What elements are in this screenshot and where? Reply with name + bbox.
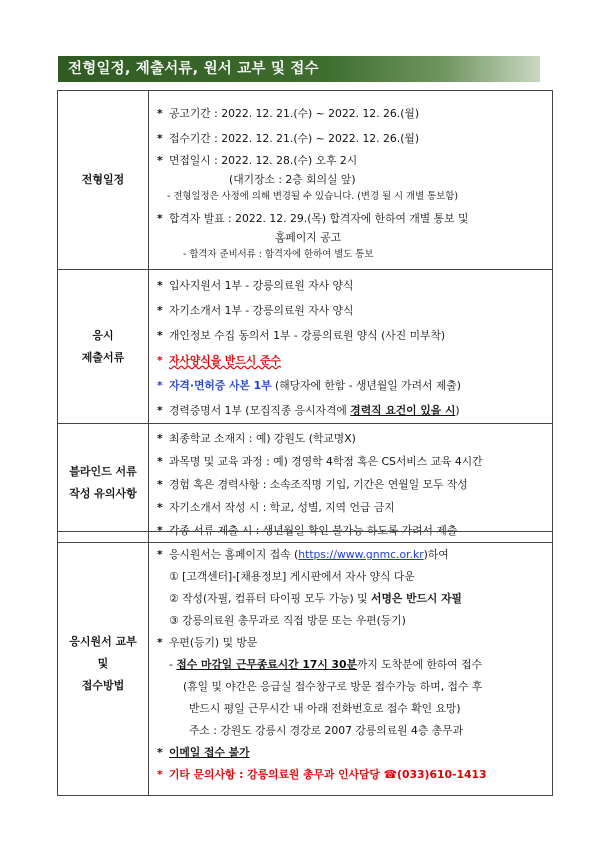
result-note: - 합격자 준비서류 : 합격자에 한하여 별도 통보 xyxy=(183,248,374,260)
blind-label: 블라인드 서류 작성 유의사항 xyxy=(58,424,149,543)
apply-homepage: * 응시원서는 홈페이지 접속 (https://www.gnmc.or.kr)하여 xyxy=(157,548,449,561)
blind-school: * 최종학교 소재지 : 예) 강원도 (학교명X) xyxy=(157,432,356,445)
schedule-content xyxy=(149,91,553,270)
apply-mail-visit: * 우편(등기) 및 방문 xyxy=(157,636,258,649)
blind-self-intro: * 자기소개서 작성 시 : 학교, 성별, 지역 언급 금지 xyxy=(157,501,395,514)
schedule-note: - 전형일정은 사정에 의해 변경될 수 있습니다. (변경 될 시 개별 통보함) xyxy=(167,190,458,202)
apply-step3: ③ 강릉의료원 총무과로 직접 방문 또는 우편(등기) xyxy=(169,614,406,627)
apply-content xyxy=(149,532,553,796)
blind-content xyxy=(149,424,553,543)
documents-content xyxy=(149,270,553,424)
apply-step2: ② 작성(자필, 컴퓨터 타이핑 모두 가능) 및 서명은 반드시 자필 xyxy=(169,592,462,605)
apply-step1: ① [고객센터]-[채용정보] 게시판에서 자사 양식 다운 xyxy=(169,570,415,583)
apply-row xyxy=(58,532,553,796)
apply-deadline: - 접수 마감일 근무종료시간 17시 30분까지 도착분에 한하여 접수 xyxy=(169,658,483,671)
blind-submission: * 각종 서류 제출 시 : 생년월일 확인 불가능 하도록 가려서 제출 xyxy=(157,524,458,537)
result-announcement: * 합격자 발표 : 2022. 12. 29.(목) 합격자에 한하여 개별 통보 및 xyxy=(157,211,469,225)
doc-license: * 자격·면허증 사본 1부 (해당자에 한함 - 생년월일 가려서 제출) xyxy=(157,379,461,392)
doc-privacy: * 개인정보 수집 동의서 1부 - 강릉의료원 양식 (사진 미부착) xyxy=(157,329,446,342)
apply-holiday-note: (휴일 및 야간은 응급실 접수창구로 방문 접수가능 하며, 접수 후 xyxy=(183,680,483,693)
doc-form-notice: * 자사양식을 반드시 준수 xyxy=(157,354,281,367)
blind-course: * 과목명 및 교육 과정 : 예) 경영학 4학점 혹은 CS서비스 교육 4시간 xyxy=(157,455,483,468)
doc-self-intro: * 자기소개서 1부 - 강릉의료원 자사 양식 xyxy=(157,304,354,317)
schedule-documents-table xyxy=(57,90,553,543)
result-homepage: 홈페이지 공고 xyxy=(275,230,342,244)
application-table xyxy=(57,531,553,796)
homepage-link[interactable]: https://www.gnmc.or.kr xyxy=(298,548,424,561)
documents-row xyxy=(58,270,553,424)
apply-no-email: * 이메일 접수 불가 xyxy=(157,746,250,759)
schedule-label: 전형일정 xyxy=(58,91,149,270)
apply-label: 응시원서 교부 및 접수방법 xyxy=(58,532,149,796)
apply-address: 주소 : 강원도 강릉시 경강로 2007 강릉의료원 4층 총무과 xyxy=(189,724,464,737)
blind-row xyxy=(58,424,553,543)
apply-contact: * 기타 문의사항 : 강릉의료원 총무과 인사담당 ☎(033)610-1413 xyxy=(157,768,487,781)
schedule-row xyxy=(58,91,553,270)
doc-application: * 입사지원서 1부 - 강릉의료원 자사 양식 xyxy=(157,279,354,292)
receipt-period: * 접수기간 : 2022. 12. 21.(수) ~ 2022. 12. 26.(월) xyxy=(157,131,420,145)
apply-confirm-note: 반드시 평일 근무시간 내 아래 전화번호로 접수 확인 요망) xyxy=(189,702,461,715)
blind-experience: * 경험 혹은 경력사항 : 소속조직명 기입, 기간은 연월일 모두 작성 xyxy=(157,478,468,491)
doc-career: * 경력증명서 1부 (모집직종 응시자격에 경력직 요건이 있을 시) xyxy=(157,404,460,417)
announce-period: * 공고기간 : 2022. 12. 21.(수) ~ 2022. 12. 26.(월) xyxy=(157,106,420,120)
waiting-place: (대기장소 : 2층 회의실 앞) xyxy=(229,172,356,186)
documents-label: 응시 제출서류 xyxy=(58,270,149,424)
interview-date: * 면접일시 : 2022. 12. 28.(수) 오후 2시 xyxy=(157,153,358,167)
section-title: 전형일정, 제출서류, 원서 교부 및 접수 xyxy=(58,56,540,82)
